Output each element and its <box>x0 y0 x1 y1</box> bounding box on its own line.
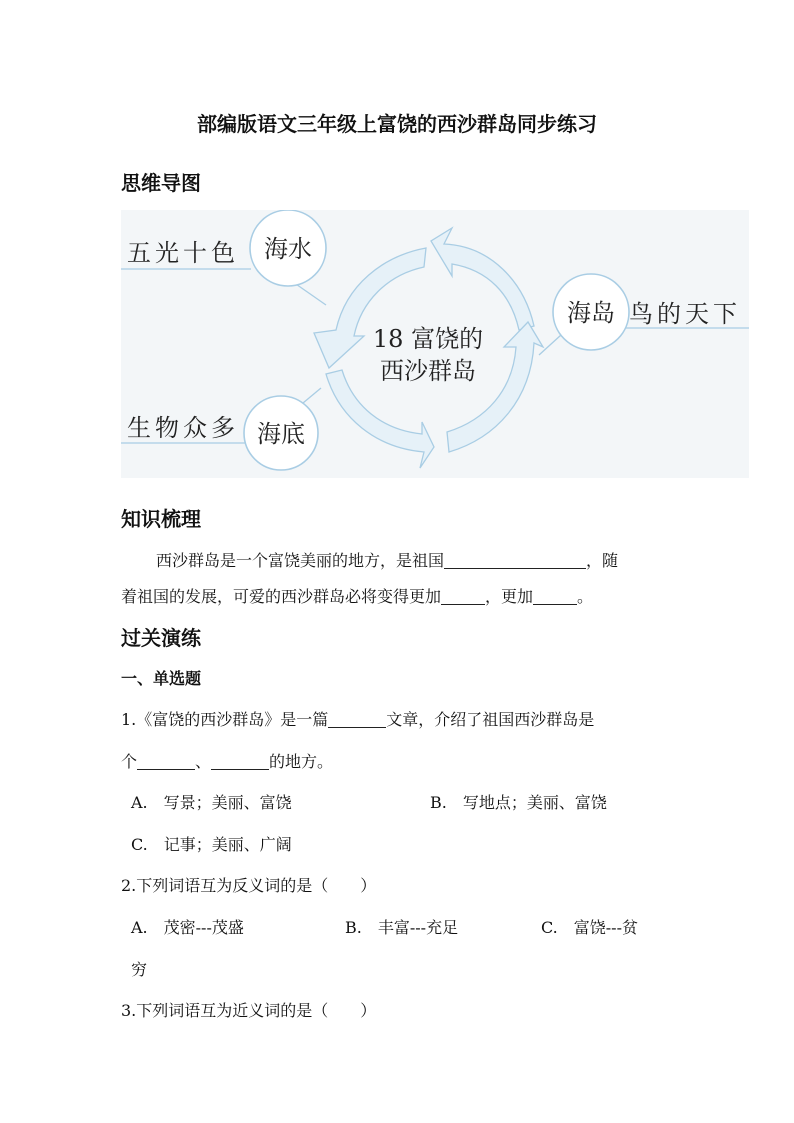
knowledge-blank-3[interactable] <box>533 588 577 605</box>
node-island-text: 海岛 <box>567 299 615 327</box>
q1-option-b[interactable]: B. 写地点；美丽、富饶 <box>430 793 607 812</box>
q1-option-c[interactable]: C. 记事；美丽、广阔 <box>131 835 292 854</box>
q1-blank-2[interactable] <box>137 753 195 770</box>
knowledge-line-1 <box>156 548 618 571</box>
q1-blank-3[interactable] <box>211 753 269 770</box>
center-title-line1: 18 富饶的 <box>372 325 484 353</box>
knowledge-text-2a: 着祖国的发展，可爱的西沙群岛必将变得更加 <box>121 587 442 606</box>
q1-text-2c: 的地方。 <box>269 752 334 771</box>
knowledge-blank-2[interactable] <box>441 588 485 605</box>
label-water-text: 五光十色 <box>127 239 239 267</box>
q1-line-2 <box>121 749 333 772</box>
knowledge-text-1a: 西沙群岛是一个富饶美丽的地方，是祖国 <box>156 551 445 570</box>
q2-option-c[interactable]: C. 富饶---贫 <box>541 918 638 937</box>
single-choice-heading: 一、单选题 <box>121 669 202 688</box>
knowledge-text-2b: ，更加 <box>485 587 534 606</box>
q2-stem: 2.下列词语互为反义词的是（ ） <box>121 876 377 895</box>
page-title: 部编版语文三年级上富饶的西沙群岛同步练习 <box>197 112 597 136</box>
section-heading-practice: 过关演练 <box>121 626 201 650</box>
node-water-text: 海水 <box>264 235 312 263</box>
section-heading-mindmap: 思维导图 <box>121 171 201 195</box>
knowledge-text-2c: 。 <box>577 587 594 606</box>
q1-option-a[interactable]: A. 写景；美丽、富饶 <box>131 793 292 812</box>
label-bottom-text: 生物众多 <box>127 414 239 442</box>
q2-option-a[interactable]: A. 茂密---茂盛 <box>131 918 244 937</box>
knowledge-blank-1[interactable] <box>444 552 586 569</box>
q1-text-1b: 文章，介绍了祖国西沙群岛是 <box>386 710 595 729</box>
q3-stem: 3.下列词语互为近义词的是（ ） <box>121 1001 377 1020</box>
knowledge-line-2 <box>121 584 593 607</box>
q2-option-c-wrap: 穷 <box>131 960 148 979</box>
q1-text-2b: 、 <box>195 752 212 771</box>
label-island-text: 鸟的天下 <box>629 300 741 328</box>
knowledge-text-1b: ，随 <box>586 551 619 570</box>
mind-map-diagram <box>121 210 749 478</box>
q1-line-1 <box>121 707 594 730</box>
center-title-line2: 西沙群岛 <box>380 357 476 385</box>
q1-blank-1[interactable] <box>328 711 386 728</box>
node-bottom-text: 海底 <box>257 420 305 448</box>
q1-text-1a: 1.《富饶的西沙群岛》是一篇 <box>121 710 329 729</box>
q2-option-b[interactable]: B. 丰富---充足 <box>345 918 459 937</box>
q1-text-2a: 个 <box>121 752 138 771</box>
section-heading-knowledge: 知识梳理 <box>121 507 201 531</box>
